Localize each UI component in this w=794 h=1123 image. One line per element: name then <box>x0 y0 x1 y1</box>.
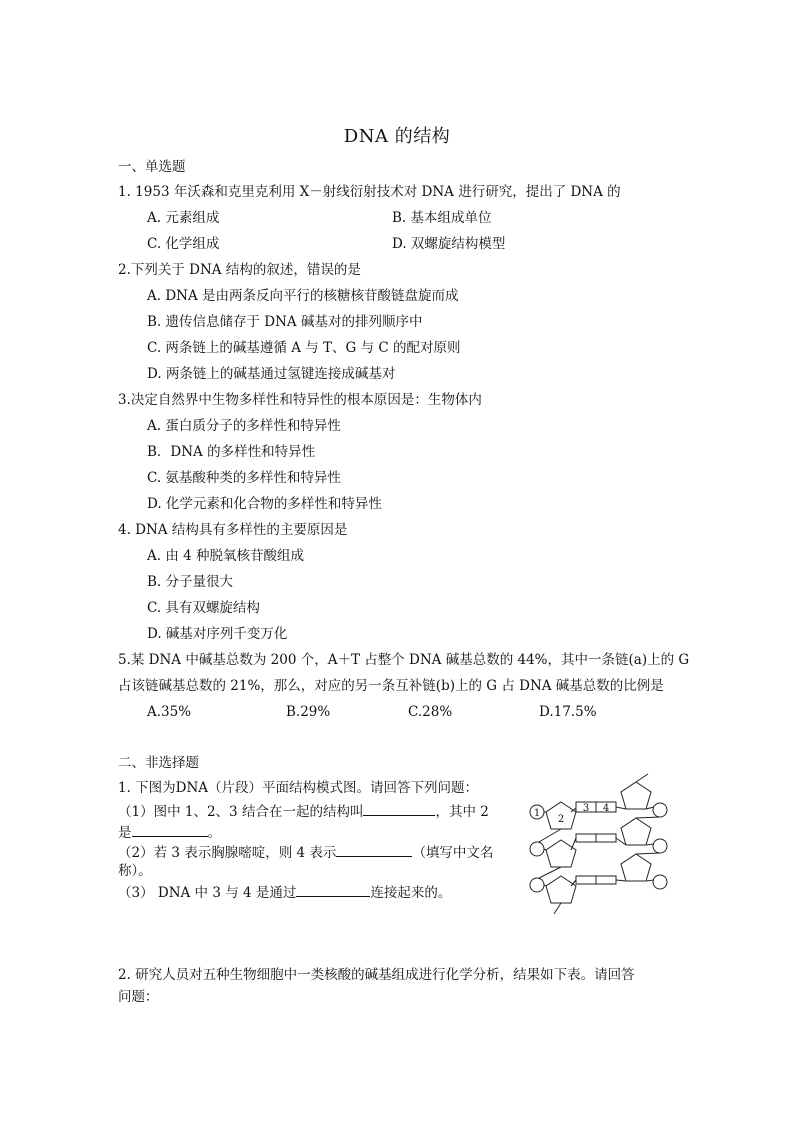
question-1-part-3 <box>118 882 451 902</box>
question-5-stem-line-2: 占该链碱基总数的 21%，那么，对应的另一条互补链(b)上的 G 占 DNA 碱基总数的比例是 <box>118 678 664 694</box>
section-heading-non-choice: 二、非选择题 <box>118 755 199 771</box>
question-1-option-a: A. 元素组成 <box>147 210 220 226</box>
question-4-option-a: A. 由 4 种脱氧核苷酸组成 <box>147 548 305 564</box>
question-1-option-b: B. 基本组成单位 <box>392 210 492 226</box>
phosphate-circle-4 <box>653 803 667 817</box>
phosphate-circle-2 <box>530 842 544 856</box>
question-3-option-c: C. 氨基酸种类的多样性和特异性 <box>147 470 341 486</box>
part-1-text-b: ，其中 2 <box>435 804 489 820</box>
question-1-option-c: C. 化学组成 <box>147 236 220 252</box>
label-3: 3 <box>582 803 590 814</box>
question-1-part-2-line-1 <box>118 842 493 862</box>
label-4: 4 <box>602 803 610 814</box>
question-2-option-b: B. 遗传信息储存于 DNA 碱基对的排列顺序中 <box>147 314 423 330</box>
label-2: 2 <box>557 814 565 825</box>
page-title: DNA 的结构 <box>343 126 451 147</box>
part-3-text-b: 连接起来的。 <box>370 885 452 901</box>
question-1-option-d: D. 双螺旋结构模型 <box>392 236 506 252</box>
question-1-part-1-line-2 <box>118 822 221 842</box>
question-1-part-2-line-2: 称）。 <box>118 863 152 879</box>
question-4-option-c: C. 具有双螺旋结构 <box>147 600 260 616</box>
part-2-text-b: （填写中文名 <box>412 845 494 861</box>
label-1: 1 <box>533 808 541 819</box>
question-5-option-b: B.29% <box>286 704 331 720</box>
phosphate-circle-3 <box>530 878 544 892</box>
phosphate-circle-6 <box>653 875 667 889</box>
question-5-option-c: C.28% <box>408 704 453 720</box>
question-4-stem: 4. DNA 结构具有多样性的主要原因是 <box>118 522 348 538</box>
question-3-option-a: A. 蛋白质分子的多样性和特异性 <box>147 418 341 434</box>
part-2-text-a: （2）若 3 表示胸腺嘧啶，则 4 表示 <box>118 845 337 861</box>
deoxyribose-right-3 <box>621 854 651 881</box>
question-5-option-a: A.35% <box>147 704 192 720</box>
question-2-stem: 2.下列关于 DNA 结构的叙述，错误的是 <box>118 262 361 278</box>
question-1-stem: 1. 1953 年沃森和克里克利用 X－射线衍射技术对 DNA 进行研究，提出了 DNA 的 <box>118 184 621 200</box>
dna-structure-diagram <box>524 772 674 922</box>
question-2-option-a: A. DNA 是由两条反向平行的核糖核苷酸链盘旋而成 <box>147 288 459 304</box>
part-3-text-a: （3） DNA 中 3 与 4 是通过 <box>118 885 297 901</box>
subjective-question-2-line-2: 问题： <box>118 989 159 1005</box>
part-1-text-c: 是 <box>118 825 132 841</box>
deoxyribose-left-3 <box>546 876 576 903</box>
question-1-part-1-line-1 <box>118 801 489 821</box>
question-4-option-d: D. 碱基对序列千变万化 <box>147 626 288 642</box>
question-3-stem: 3.决定自然界中生物多样性和特异性的根本原因是：生物体内 <box>118 392 482 408</box>
deoxyribose-left-2 <box>546 840 576 867</box>
question-2-option-d: D. 两条链上的碱基通过氢键连接成碱基对 <box>147 366 396 382</box>
question-5-stem-line-1: 5.某 DNA 中碱基总数为 200 个，A＋T 占整个 DNA 碱基总数的 44%，其中一条链(a)上的 G <box>118 652 690 668</box>
question-5-option-d: D.17.5% <box>539 704 597 720</box>
question-3-option-d: D. 化学元素和化合物的多样性和特异性 <box>147 496 382 512</box>
part-1-text-d: 。 <box>207 825 221 841</box>
answer-blank-2[interactable] <box>132 822 208 837</box>
subjective-question-1-stem: 1. 下图为DNA（片段）平面结构模式图。请回答下列问题： <box>118 780 479 796</box>
answer-blank-4[interactable] <box>296 882 370 897</box>
subjective-question-2-line-1: 2. 研究人员对五种生物细胞中一类核酸的碱基组成进行化学分析，结果如下表。请回答 <box>118 967 635 983</box>
question-3-option-b: B．DNA 的多样性和特异性 <box>147 444 316 460</box>
question-4-option-b: B. 分子量很大 <box>147 574 234 590</box>
answer-blank-3[interactable] <box>336 842 412 857</box>
section-heading-single-choice: 一、单选题 <box>118 159 186 175</box>
deoxyribose-right-1 <box>621 782 651 809</box>
question-2-option-c: C. 两条链上的碱基遵循 A 与 T、G 与 C 的配对原则 <box>147 340 461 356</box>
phosphate-circle-5 <box>653 839 667 853</box>
deoxyribose-right-2 <box>621 818 651 845</box>
answer-blank-1[interactable] <box>363 801 435 816</box>
part-1-text-a: （1）图中 1、2、3 结合在一起的结构叫 <box>118 804 364 820</box>
